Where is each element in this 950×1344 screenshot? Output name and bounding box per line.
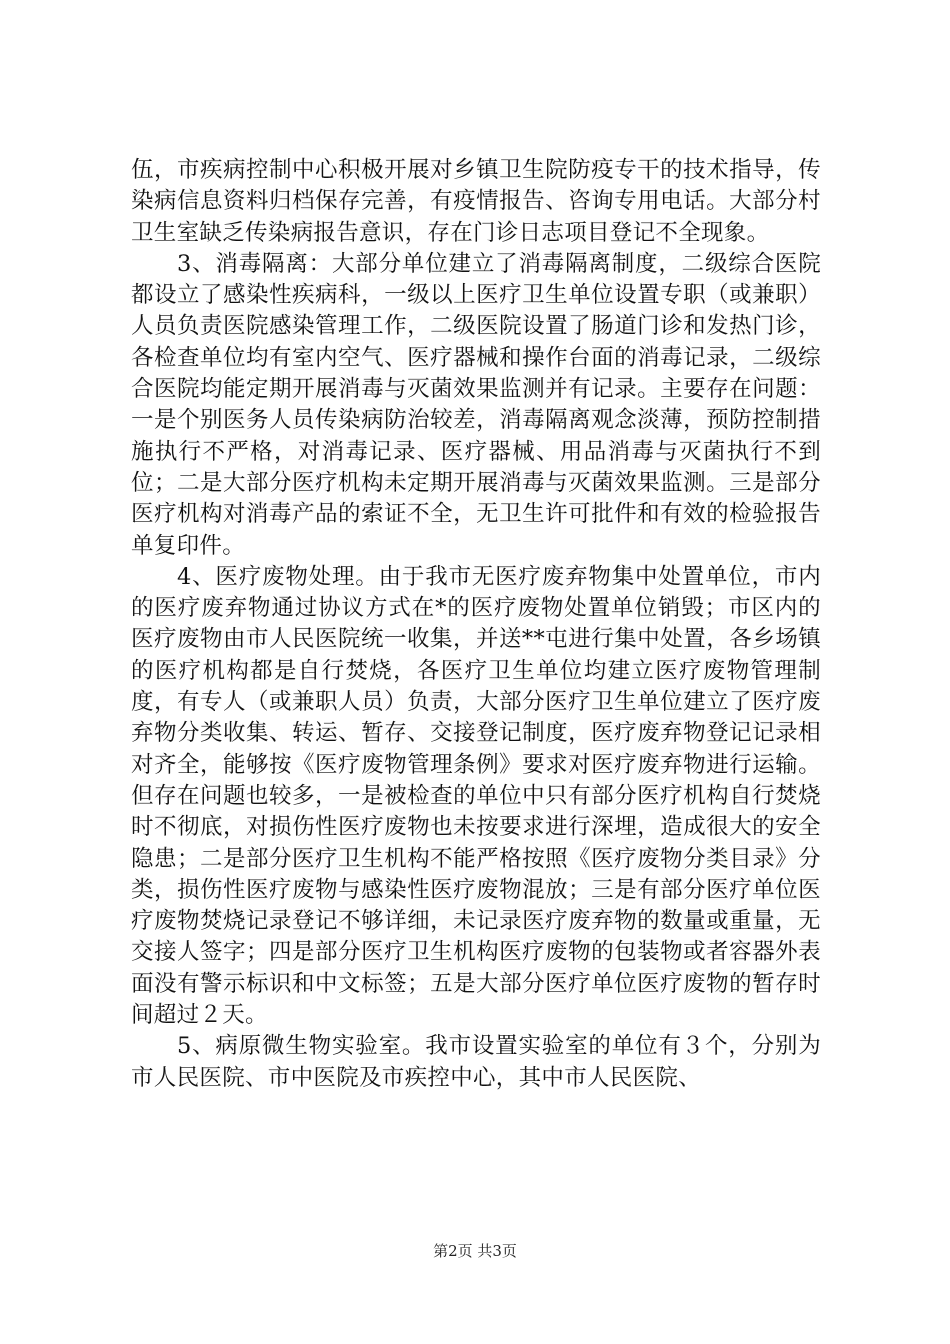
document-body: [131, 155, 821, 1094]
paragraph-medical-waste: 4、医疗废物处理。由于我市无医疗废弃物集中处置单位，市内的医疗废弃物通过协议方式在*的医疗废物处置单位销毁；市区内的医疗废物由市人民医院统一收集，并送**屯进行集中处置，各乡场镇的医疗机构都是自行焚烧，各医疗卫生单位均建立医疗废物管理制度，有专人（或兼职人员）负责，大部分医疗卫生单位建立了医疗废弃物分类收集、转运、暂存、交接登记制度，医疗废弃物登记记录相对齐全，能够按《医疗废物管理条例》要求对医疗废弃物进行运输。但存在问题也较多，一是被检查的单位中只有部分医疗机构自行焚烧时不彻底，对损伤性医疗废物也未按要求进行深埋，造成很大的安全隐患；二是部分医疗卫生机构不能严格按照《医疗废物分类目录》分类，损伤性医疗废物与感染性医疗废物混放；三是有部分医疗单位医疗废物焚烧记录登记不够详细，未记录医疗废弃物的数量或重量，无交接人签字；四是部分医疗卫生机构医疗废物的包装物或者容器外表面没有警示标识和中文标签；五是大部分医疗单位医疗废物的暂存时间超过２天。: [131, 563, 821, 1029]
page-footer: [0, 1240, 950, 1261]
paragraph-disinfection-isolation: 3、消毒隔离：大部分单位建立了消毒隔离制度，二级综合医院都设立了感染性疾病科，一级以上医疗卫生单位设置专职（或兼职）人员负责医院感染管理工作，二级医院设置了肠道门诊和发热门诊，各检查单位均有室内空气、医疗器械和操作台面的消毒记录，二级综合医院均能定期开展消毒与灭菌效果监测并有记录。主要存在问题：一是个别医务人员传染病防治较差，消毒隔离观念淡薄，预防控制措施执行不严格，对消毒记录、医疗器械、用品消毒与灭菌执行不到位；二是大部分医疗机构未定期开展消毒与灭菌效果监测。三是部分医疗机构对消毒产品的索证不全，无卫生许可批件和有效的检验报告单复印件。: [131, 250, 821, 559]
paragraph-pathogen-lab: 5、病原微生物实验室。我市设置实验室的单位有３个，分别为市人民医院、市中医院及市疾控中心，其中市人民医院、: [131, 1033, 821, 1091]
paragraph-continuation: 伍，市疾病控制中心积极开展对乡镇卫生院防疫专干的技术指导，传染病信息资料归档保存完善，有疫情报告、咨询专用电话。大部分村卫生室缺乏传染病报告意识，存在门诊日志项目登记不全现象。: [131, 157, 821, 246]
page-number: 第2页 共3页: [433, 1242, 517, 1260]
